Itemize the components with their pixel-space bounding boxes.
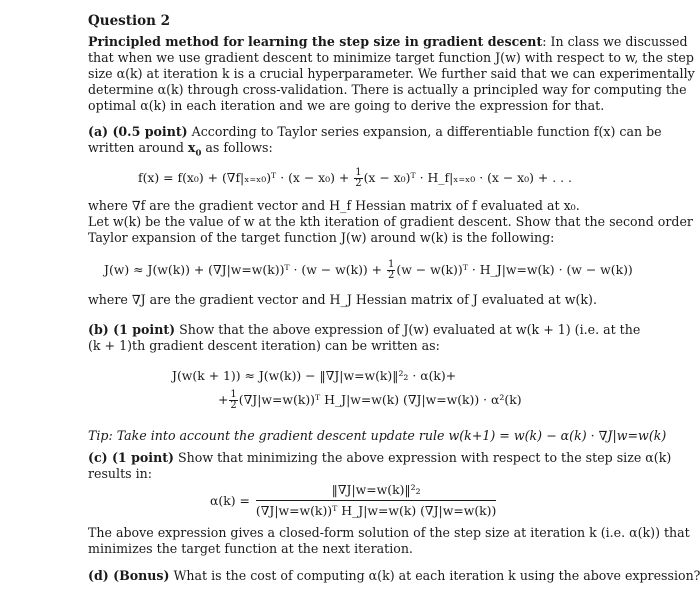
- intro-line-3: size α(k) at iteration k is a crucial hyperparameter. We further said that we can experimentally: [88, 66, 695, 81]
- intro-line-5: optimal α(k) in each iteration and we are going to derive the expression for that.: [88, 98, 605, 113]
- intro-line-1: Principled method for learning the step size in gradient descent: In class we discussed: [88, 34, 688, 49]
- alpha-numerator: ‖∇J|w=w(k)‖²₂: [256, 482, 496, 501]
- where-f-line: where ∇f are the gradient vector and H_f Hessian matrix of f evaluated at x₀.: [88, 198, 580, 213]
- part-d-line: (d) (Bonus) What is the cost of computing α(k) at each iteration k using the above expression?: [88, 568, 700, 583]
- taylor-equation-j: J(w) ≈ J(w(k)) + (∇J|w=w(k))ᵀ · (w − w(k)) + $\frac{1}{2}$ (w − w(k))ᵀ · H_J|w=w(k) · (w − w(k)): [104, 259, 633, 281]
- taylor-equation-f: f(x) = f(x₀) + (∇f|ₓ₌ₓ₀)ᵀ · (x − x₀) + $\frac{1}{2}$ (x − x₀)ᵀ · H_f|ₓ₌ₓ₀ · (x − x₀) + . . .: [138, 167, 572, 189]
- alpha-equation: α(k) = $\frac{\text{‖∇J|w=w(k)‖²₂}}{\text{(∇J|w=w(k))ᵀ H\_J|w=w(k) (∇J|w=w(k))}}$: [210, 482, 497, 518]
- let-w-line: Let w(k) be the value of w at the kth iteration of gradient descent. Show that the second order: [88, 214, 693, 229]
- part-c-line-2: results in:: [88, 466, 152, 481]
- intro-line-4: determine α(k) through cross-validation. There is actually a principled way for computing the: [88, 82, 687, 97]
- part-a-label: (a) (0.5 point): [88, 124, 188, 139]
- tip-line: Tip: Take into account the gradient descent update rule w(k+1) = w(k) − α(k) · ∇J|w=w(k): [88, 428, 667, 443]
- update-equation-line-1: J(w(k + 1)) ≈ J(w(k)) − ‖∇J|w=w(k)‖²₂ · α(k)+: [172, 368, 457, 383]
- part-b-line-2: (k + 1)th gradient descent iteration) can be written as:: [88, 338, 440, 353]
- part-b-label: (b) (1 point): [88, 322, 176, 337]
- question-title: Question 2: [88, 13, 171, 29]
- part-a-line-1: (a) (0.5 point) According to Taylor series expansion, a differentiable function f(x) can be: [88, 124, 662, 139]
- intro-heading: Principled method for learning the step size in gradient descent: [88, 34, 543, 49]
- part-c-line-1: (c) (1 point) Show that minimizing the above expression with respect to the step size α(k): [88, 450, 672, 465]
- fraction-half: $\frac{1}{2}$: [230, 389, 237, 411]
- update-equation-line-2: + $\frac{1}{2}$ (∇J|w=w(k))ᵀ H_J|w=w(k) (∇J|w=w(k)) · α²(k): [218, 389, 522, 411]
- closed-form-line-1: The above expression gives a closed-form solution of the step size at iteration k (i.e. α(k)) that: [88, 525, 690, 540]
- alpha-fraction: [256, 482, 496, 519]
- fraction-half: $\frac{1}{2}$: [355, 167, 362, 189]
- closed-form-line-2: minimizes the target function at the next iteration.: [88, 541, 413, 556]
- alpha-denominator: (∇J|w=w(k))ᵀ H_J|w=w(k) (∇J|w=w(k)): [255, 503, 497, 518]
- intro-line-2: that when we use gradient descent to minimize target function J(w) with respect to w, the step: [88, 50, 694, 65]
- part-a-line-2: written around $x_0$ as follows:: [88, 140, 273, 159]
- part-d-label: (d) (Bonus): [88, 568, 170, 583]
- fraction-half: $\frac{1}{2}$: [388, 259, 395, 281]
- where-j-line: where ∇J are the gradient vector and H_J Hessian matrix of J evaluated at w(k).: [88, 292, 597, 307]
- taylor-j-line: Taylor expansion of the target function J(w) around w(k) is the following:: [88, 230, 555, 245]
- part-c-label: (c) (1 point): [88, 450, 174, 465]
- part-b-line-1: (b) (1 point) Show that the above expression of J(w) evaluated at w(k + 1) (i.e. at the: [88, 322, 641, 337]
